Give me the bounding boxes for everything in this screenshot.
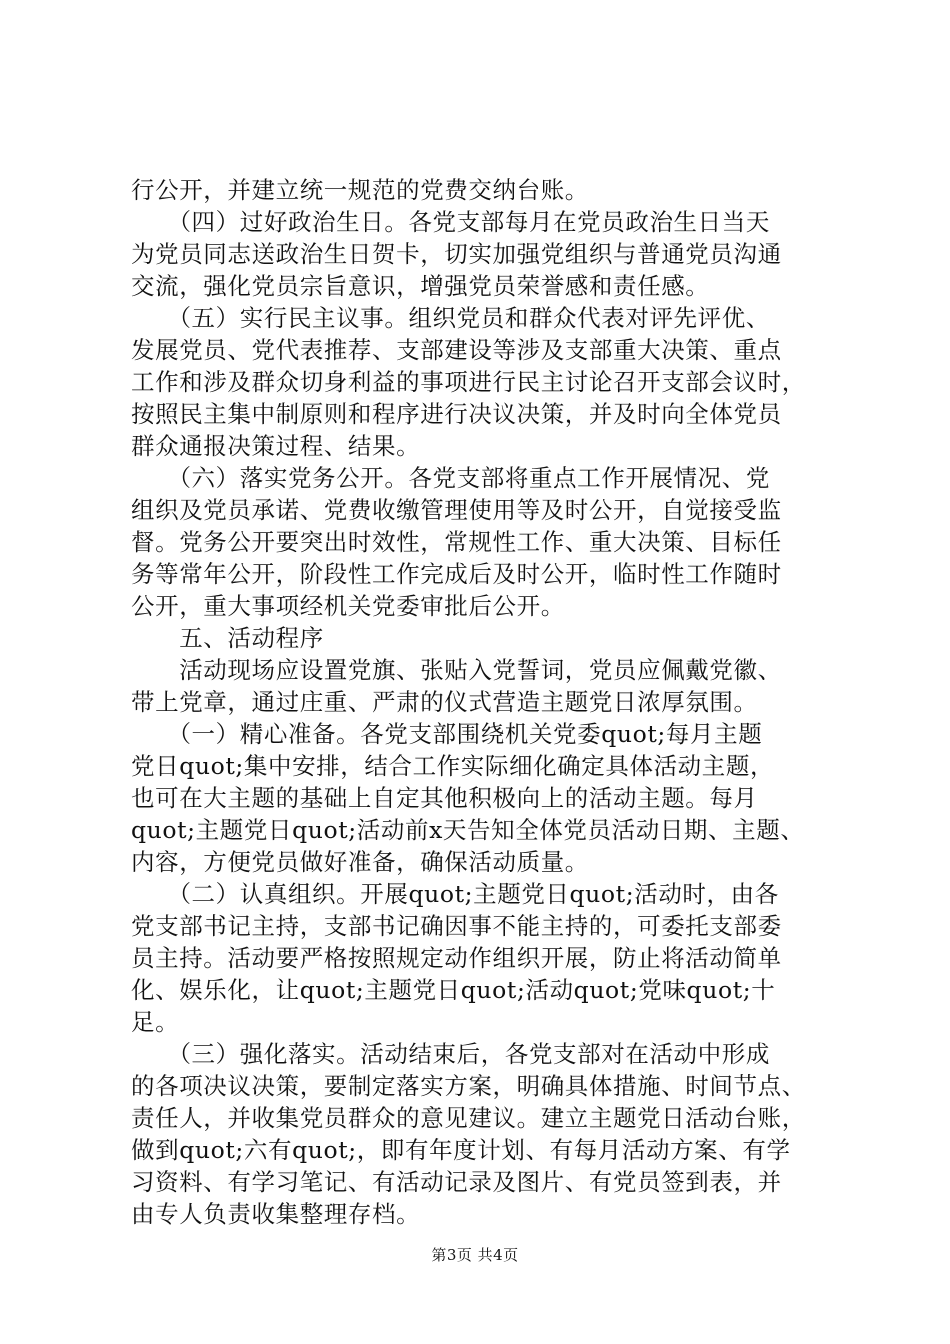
text-line: （五）实行民主议事。组织党员和群众代表对评先评优、 [131,304,770,332]
text-line: 党日quot;集中安排，结合工作实际细化确定具体活动主题， [131,752,775,780]
text-line: （六）落实党务公开。各党支部将重点工作开展情况、党 [131,464,770,492]
text-line: 按照民主集中制原则和程序进行决议决策，并及时向全体党员 [131,400,782,428]
text-line: 督。党务公开要突出时效性，常规性工作、重大决策、目标任 [131,528,782,556]
text-line: 足。 [131,1008,180,1036]
text-line: （二）认真组织。开展quot;主题党日quot;活动时，由各 [131,880,779,908]
text-line: 习资料、有学习笔记、有活动记录及图片、有党员签到表，并 [131,1168,782,1196]
text-line: quot;主题党日quot;活动前x天告知全体党员活动日期、主题、 [131,816,805,844]
text-line: 做到quot;六有quot;，即有年度计划、有每月活动方案、有学 [131,1136,791,1164]
text-line: 的各项决议决策，要制定落实方案，明确具体措施、时间节点、 [131,1072,806,1100]
text-line: （四）过好政治生日。各党支部每月在党员政治生日当天 [131,208,770,236]
text-line: 群众通报决策过程、结果。 [131,432,421,460]
text-line: 活动现场应设置党旗、张贴入党誓词，党员应佩戴党徽、 [131,656,782,684]
text-line: 由专人负责收集整理存档。 [131,1200,421,1228]
text-line: 为党员同志送政治生日贺卡，切实加强党组织与普通党员沟通 [131,240,782,268]
text-line: 公开，重大事项经机关党委审批后公开。 [131,592,565,620]
text-line: 员主持。活动要严格按照规定动作组织开展，防止将活动简单 [131,944,782,972]
text-line: 行公开，并建立统一规范的党费交纳台账。 [131,176,589,204]
text-line: 责任人，并收集党员群众的意见建议。建立主题党日活动台账， [131,1104,806,1132]
page-footer: 第3页 共4页 [431,1246,519,1264]
text-line: 化、娱乐化，让quot;主题党日quot;活动quot;党味quot;十 [131,976,776,1004]
text-line: （一）精心准备。各党支部围绕机关党委quot;每月主题 [131,720,763,748]
text-line: 带上党章，通过庄重、严肃的仪式营造主题党日浓厚氛围。 [131,688,758,716]
text-line: 务等常年公开，阶段性工作完成后及时公开，临时性工作随时 [131,560,782,588]
text-line: 工作和涉及群众切身利益的事项进行民主讨论召开支部会议时， [131,368,806,396]
text-line: 党支部书记主持，支部书记确因事不能主持的，可委托支部委 [131,912,782,940]
text-line: （三）强化落实。活动结束后，各党支部对在活动中形成 [131,1040,770,1068]
text-line: 内容，方便党员做好准备，确保活动质量。 [131,848,589,876]
section-heading: 五、活动程序 [131,624,324,652]
text-line: 发展党员、党代表推荐、支部建设等涉及支部重大决策、重点 [131,336,782,364]
text-line: 交流，强化党员宗旨意识，增强党员荣誉感和责任感。 [131,272,710,300]
text-line: 组织及党员承诺、党费收缴管理使用等及时公开，自觉接受监 [131,496,782,524]
text-line: 也可在大主题的基础上自定其他积极向上的活动主题。每月 [131,784,758,812]
